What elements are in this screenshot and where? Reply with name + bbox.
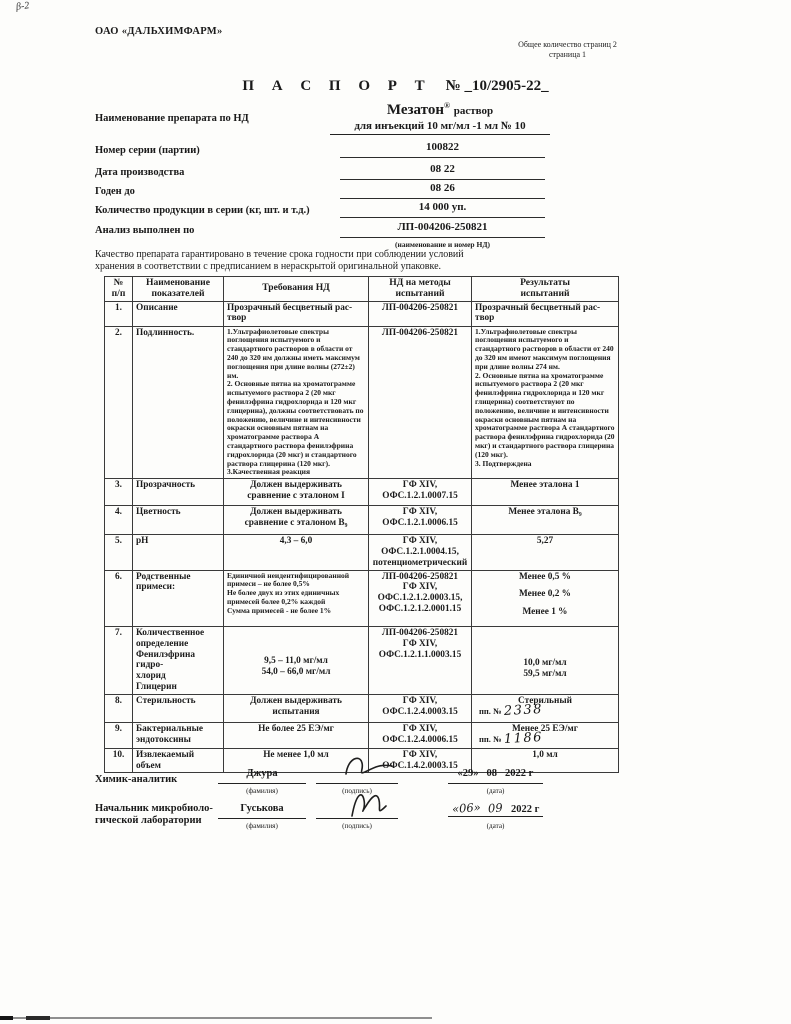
- col-header-num: № п/п: [105, 277, 133, 302]
- field-label-analysis: Анализ выполнен по: [95, 225, 195, 236]
- cell-nd: ГФ XIV, ОФС.1.2.1.0006.15: [369, 506, 472, 535]
- table-header-row: [105, 277, 619, 302]
- cell-res: Менее эталона В₉: [472, 506, 619, 535]
- table-row: [105, 535, 619, 570]
- signature-date-microbiology: [448, 801, 543, 817]
- field-label-quantity: Количество продукции в серии (кг, шт. и т.д.): [95, 205, 310, 216]
- page-count-block: [500, 40, 635, 60]
- cell-req: Не менее 1,0 мл: [224, 748, 369, 773]
- cell-nd: ЛП-004206-250821 ГФ XIV, ОФС.1.2.1.1.0003.15: [369, 626, 472, 694]
- scan-artifact-line: [0, 1017, 432, 1019]
- cell-res: Менее 0,5 % Менее 0,2 % Менее 1 %: [472, 570, 619, 626]
- table-row: [105, 479, 619, 506]
- table-row: [105, 694, 619, 722]
- drug-name-label: Наименование препарата по НД: [95, 113, 249, 124]
- title-number: № _10/2905-22_: [445, 78, 549, 94]
- cell-name: Подлинность.: [133, 326, 224, 479]
- col-header-nd: НД на методы испытаний: [369, 277, 472, 302]
- document-title: [0, 78, 791, 95]
- sign-note: (подпись): [342, 822, 372, 830]
- cell-num: 9.: [105, 722, 133, 748]
- date-day-handwritten: «06»: [451, 800, 481, 816]
- cell-num: 1.: [105, 301, 133, 326]
- cell-nd: ГФ XIV, ОФС.1.2.4.0006.15: [369, 722, 472, 748]
- cell-req: Не более 25 ЕЭ/мг: [224, 722, 369, 748]
- registered-trademark-symbol: ®: [443, 101, 450, 110]
- cell-nd: ГФ XIV, ОФС.1.2.1.0004.15, потенциометрический: [369, 535, 472, 570]
- signature-surname-chemist: Джура: [218, 768, 306, 784]
- field-value-expiry: 08 26: [340, 182, 545, 199]
- cell-num: 4.: [105, 506, 133, 535]
- date-day: «29»: [457, 768, 479, 779]
- cell-res: 10,0 мг/мл 59,5 мг/мл: [472, 626, 619, 694]
- cell-nd: ГФ XIV, ОФС.1.2.4.0003.15: [369, 694, 472, 722]
- cell-name: Описание: [133, 301, 224, 326]
- field-label-prod-date: Дата производства: [95, 167, 185, 178]
- cell-name: Извлекаемый объем: [133, 748, 224, 773]
- cell-req: Должен выдерживать сравнение с эталоном I: [224, 479, 369, 506]
- table-row: [105, 626, 619, 694]
- cell-name: Цветность: [133, 506, 224, 535]
- signature-role-chemist: Химик-аналитик: [95, 774, 178, 785]
- total-pages-text: Общее количество страниц 2: [518, 40, 617, 49]
- field-value-quantity: 14 000 уп.: [340, 201, 545, 218]
- signature-date-chemist: [448, 768, 543, 784]
- date-note: (дата): [486, 822, 505, 830]
- cell-req: 4,3 – 6,0: [224, 535, 369, 570]
- handwritten-corner-mark: β-2: [15, 0, 31, 13]
- title-word: П А С П О Р Т: [242, 78, 432, 94]
- cell-nd: ГФ XIV, ОФС.1.2.1.0007.15: [369, 479, 472, 506]
- date-month: 08: [486, 768, 498, 779]
- specification-table-wrap: [104, 276, 619, 773]
- sign-note: (подпись): [342, 787, 372, 795]
- signature-scribble-microbiology: [344, 786, 390, 822]
- scan-artifact-segment: [0, 1016, 13, 1020]
- cell-nd: ЛП-004206-250821 ГФ XIV, ОФС.1.2.1.2.0003.15, ОФС.1.2.1.2.0001.15: [369, 570, 472, 626]
- table-row: [105, 326, 619, 479]
- field-label-expiry: Годен до: [95, 186, 135, 197]
- drug-name-line1: [330, 101, 550, 119]
- cell-name: Количественное определение Фенилэфрина гидро- хлорид Глицерин: [133, 626, 224, 694]
- cell-num: 6.: [105, 570, 133, 626]
- cell-res: [472, 722, 619, 748]
- signature-role-microbiology: Начальник микробиоло- гической лаборатории: [95, 803, 213, 826]
- cell-num: 7.: [105, 626, 133, 694]
- specification-table: [104, 276, 619, 773]
- cell-req: Должен выдерживать сравнение с эталоном В₉: [224, 506, 369, 535]
- col-header-name: Наименование показателей: [133, 277, 224, 302]
- cell-name: Прозрачность: [133, 479, 224, 506]
- date-year: 2022 г: [505, 768, 534, 779]
- cell-name: pH: [133, 535, 224, 570]
- result-main-text: Стерильный: [518, 695, 572, 706]
- result-main-text: Менее 25 ЕЭ/мг: [512, 723, 578, 734]
- drug-name-block: [330, 101, 550, 135]
- col-header-req: Требования НД: [224, 277, 369, 302]
- field-value-analysis: ЛП-004206-250821: [340, 221, 545, 238]
- handwritten-protocol-number: 2338: [503, 701, 544, 719]
- cell-name: Родственные примеси:: [133, 570, 224, 626]
- drug-name-suffix: раствор: [453, 105, 494, 117]
- cell-nd: ГФ XIV, ОФС.1.4.2.0003.15: [369, 748, 472, 773]
- cell-res: 5,27: [472, 535, 619, 570]
- signature-surname-microbiology: Гуськова: [218, 803, 306, 819]
- company-name: ОАО «ДАЛЬХИМФАРМ»: [95, 26, 223, 37]
- protocol-number-line: [475, 729, 615, 747]
- handwritten-protocol-number: 1186: [503, 729, 544, 747]
- protocol-prefix: пп. №: [479, 733, 502, 744]
- field-note-analysis: (наименование и номер НД): [395, 240, 490, 249]
- table-row: [105, 722, 619, 748]
- protocol-number-line: [475, 701, 615, 719]
- drug-name-line2: для инъекций 10 мг/мл -1 мл № 10: [330, 120, 550, 135]
- scan-artifact-segment: [26, 1016, 50, 1020]
- table-row: [105, 570, 619, 626]
- cell-nd: ЛП-004206-250821: [369, 301, 472, 326]
- cell-name: Бактериальные эндотоксины: [133, 722, 224, 748]
- date-month-handwritten: 09: [487, 800, 504, 816]
- cell-num: 10.: [105, 748, 133, 773]
- cell-res: 1,0 мл: [472, 748, 619, 773]
- cell-res: 1.Ультрафиолетовые спектры поглощения испытуемого и стандартного растворов в области от 240 до 320 нм имеют максимум поглощения при длине волны 274 нм. 2. Основные пятна на хроматограмме испытуемого раствора 2 (20 мкг фенилэфрина гидрохлорида и 120 мкг глицерина) соответствуют по положению, величине и интенсивности окраски основным пятнам на хроматограмме раствора А стандартного раствора фенилэфрина гидрохлорида (20 мкг) и стандартного раствора глицерина (120 мкг). 3. Подтверждена: [472, 326, 619, 479]
- cell-res: [472, 694, 619, 722]
- cell-num: 5.: [105, 535, 133, 570]
- surname-note: (фамилия): [246, 787, 278, 795]
- table-row: [105, 506, 619, 535]
- cell-num: 8.: [105, 694, 133, 722]
- cell-req: Должен выдерживать испытания: [224, 694, 369, 722]
- date-note: (дата): [486, 787, 505, 795]
- field-value-prod-date: 08 22: [340, 163, 545, 180]
- cell-req: 9,5 – 11,0 мг/мл 54,0 – 66,0 мг/мл: [224, 626, 369, 694]
- cell-name: Стерильность: [133, 694, 224, 722]
- page-number-text: страница 1: [548, 50, 587, 59]
- cell-req: Прозрачный бесцветный рас- твор: [224, 301, 369, 326]
- cell-req: Единичной неидентифицированной примеси – не более 0,5% Не более двух из этих единичных примесей более 0,2% каждой Сумма примесей - не более 1%: [224, 570, 369, 626]
- date-year: 2022 г: [510, 804, 540, 815]
- cell-req: 1.Ультрафиолетовые спектры поглощения испытуемого и стандартного растворов в области от 240 до 320 нм должны иметь максимум поглощения при длине волны (272±2) нм. 2. Основные пятна на хроматограмме испытуемого раствора 2 (20 мкг фенилэфрина гидрохлорида и 120 мкг глицерина), должны соответствовать по положению, величине и интенсивности окраски основным пятнам на хроматограмме раствора А стандартного раствора фенилэфрина гидрохлорида (20 мкг) и стандартного раствора глицерина (120 мкг). 3.Качественная реакция: [224, 326, 369, 479]
- drug-name-main: Мезатон: [386, 102, 444, 118]
- protocol-prefix: пп. №: [479, 705, 502, 716]
- signature-scribble-chemist: [336, 752, 396, 782]
- cell-num: 2.: [105, 326, 133, 479]
- cell-nd: ЛП-004206-250821: [369, 326, 472, 479]
- table-row: [105, 301, 619, 326]
- cell-res: Прозрачный бесцветный рас- твор: [472, 301, 619, 326]
- field-value-series: 100822: [340, 141, 545, 158]
- cell-res: Менее эталона 1: [472, 479, 619, 506]
- quality-guarantee-text: Качество препарата гарантировано в течение срока годности при соблюдении условий хранения в соответствии с предписанием в нераскрытой оригинальной упаковке.: [95, 249, 464, 272]
- cell-num: 3.: [105, 479, 133, 506]
- surname-note: (фамилия): [246, 822, 278, 830]
- field-label-series: Номер серии (партии): [95, 145, 200, 156]
- col-header-res: Результаты испытаний: [472, 277, 619, 302]
